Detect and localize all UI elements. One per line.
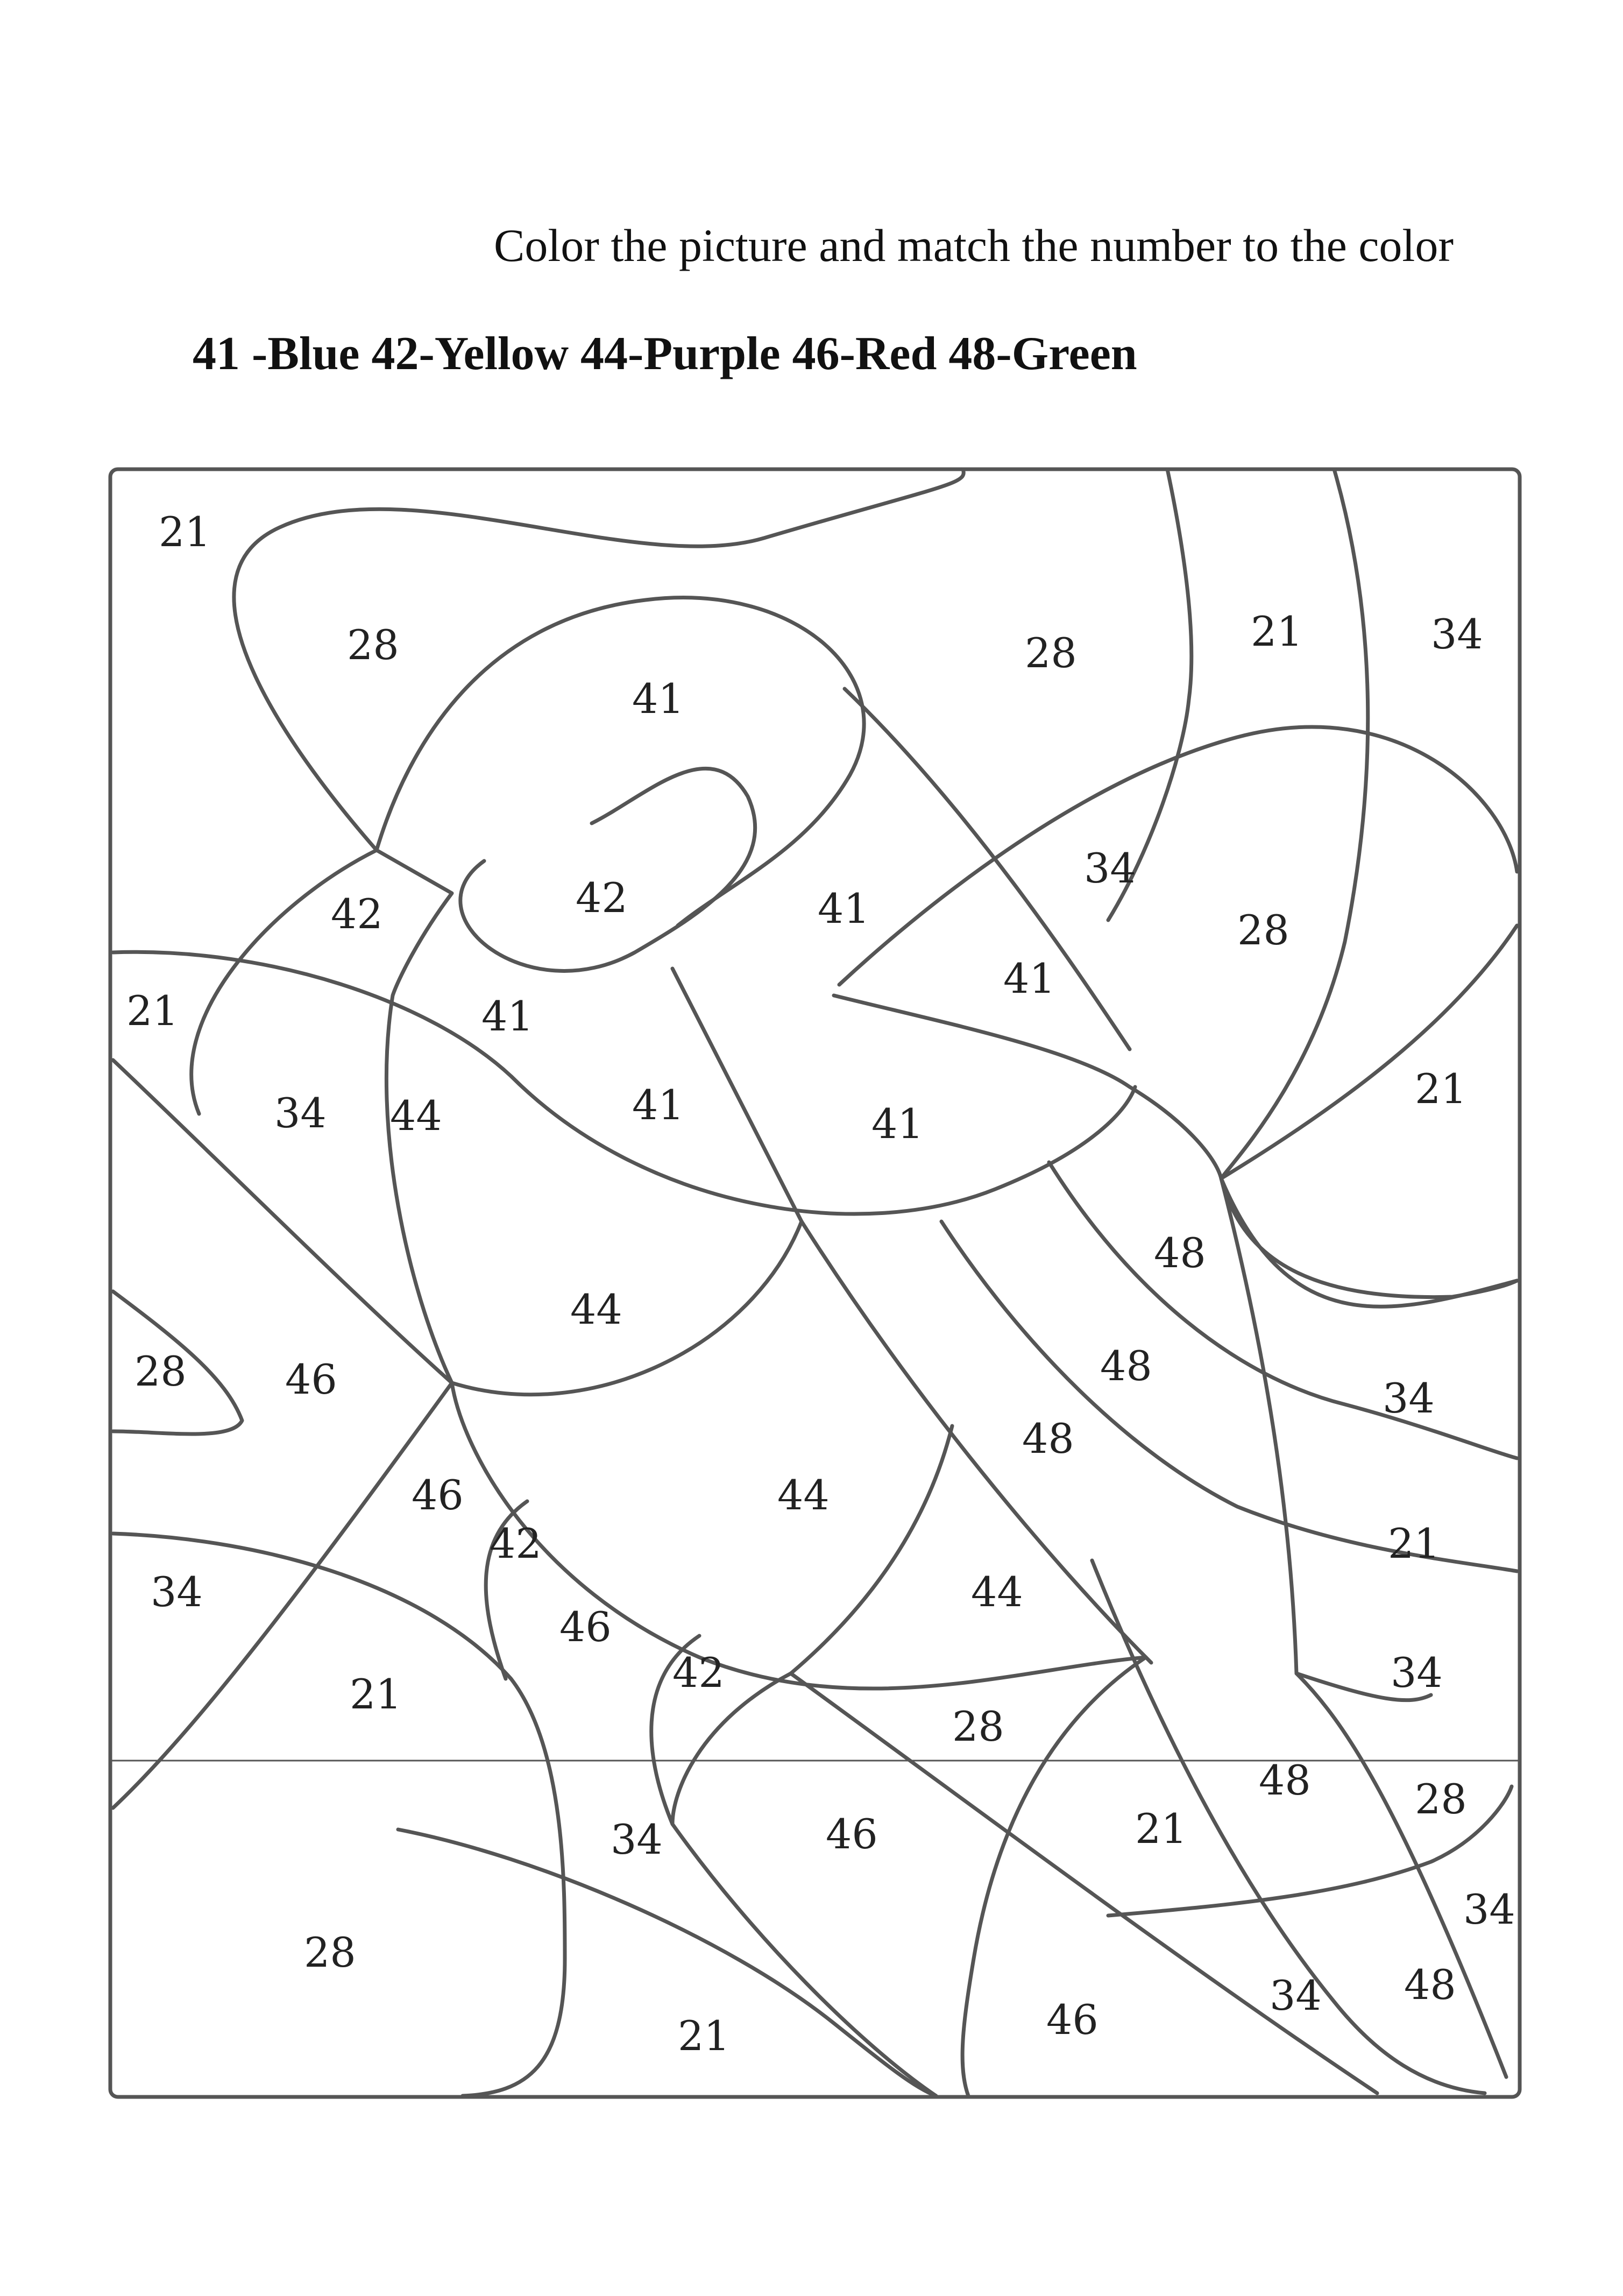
region-label: 46 xyxy=(1046,1996,1098,2044)
region-label: 34 xyxy=(1431,610,1483,658)
instruction-text: Color the picture and match the number to the color xyxy=(494,220,1454,271)
eye-curl xyxy=(460,768,755,971)
region-label: 48 xyxy=(1100,1342,1152,1390)
region-label: 34 xyxy=(1383,1374,1435,1422)
region-label: 41 xyxy=(632,675,684,723)
right-vertical-2 xyxy=(1221,469,1368,1178)
region-label: 46 xyxy=(412,1471,464,1519)
region-label: 48 xyxy=(1404,1961,1456,2009)
region-label: 28 xyxy=(304,1928,356,1976)
region-label: 34 xyxy=(151,1568,203,1616)
wing-top xyxy=(839,727,1517,985)
region-label: 28 xyxy=(347,621,399,669)
region-label: 21 xyxy=(126,987,179,1035)
belly-inner xyxy=(791,1426,952,1673)
region-label: 41 xyxy=(632,1081,684,1129)
region-label: 41 xyxy=(818,885,870,932)
region-label: 21 xyxy=(1135,1805,1187,1853)
top-left-loop xyxy=(234,469,963,850)
region-label: 44 xyxy=(971,1568,1023,1616)
region-label: 28 xyxy=(134,1347,187,1395)
region-label: 34 xyxy=(1270,1972,1322,2019)
region-label: 34 xyxy=(1463,1885,1515,1933)
region-label: 41 xyxy=(481,992,534,1040)
feather-3 xyxy=(1221,1178,1517,1297)
region-label: 21 xyxy=(350,1670,402,1718)
region-label: 42 xyxy=(490,1520,542,1567)
right-curve-2 xyxy=(1221,1178,1517,1306)
right-curve xyxy=(1221,926,1517,1178)
region-label: 34 xyxy=(611,1815,663,1863)
region-label: 28 xyxy=(952,1702,1004,1750)
region-label: 21 xyxy=(1388,1520,1440,1567)
region-label: 42 xyxy=(331,890,383,938)
region-label: 41 xyxy=(871,1100,924,1148)
region-label: 44 xyxy=(570,1285,622,1333)
region-label: 44 xyxy=(390,1092,442,1140)
region-label: 34 xyxy=(274,1089,327,1137)
region-label: 42 xyxy=(672,1649,725,1697)
region-label: 21 xyxy=(1251,607,1303,655)
region-label: 28 xyxy=(1237,906,1289,954)
region-label: 42 xyxy=(576,874,628,922)
region-label: 46 xyxy=(826,1810,878,1858)
lower-left-curve xyxy=(113,1534,565,2096)
tail-right xyxy=(1221,1178,1506,2077)
region-label: 34 xyxy=(1084,844,1136,892)
region-label: 48 xyxy=(1259,1756,1311,1804)
ground-left xyxy=(398,1829,936,2096)
feather-2 xyxy=(1049,1162,1517,1458)
outline-drawing xyxy=(110,469,1520,2097)
wing-diagonal xyxy=(672,969,1151,1663)
color-key: 41 -Blue 42-Yellow 44-Purple 46-Red 48-Green xyxy=(193,328,1137,380)
region-label: 44 xyxy=(777,1471,830,1519)
picture-frame xyxy=(110,469,1520,2097)
region-number-labels xyxy=(126,508,1515,2060)
region-label: 21 xyxy=(678,2012,730,2060)
region-label: 46 xyxy=(285,1355,337,1403)
region-label: 28 xyxy=(1415,1775,1467,1823)
region-label: 46 xyxy=(559,1603,612,1651)
region-label: 41 xyxy=(1003,955,1055,1002)
region-label: 48 xyxy=(1154,1229,1206,1277)
body-curve xyxy=(113,952,1135,1214)
region-label: 21 xyxy=(1415,1065,1467,1113)
region-label: 28 xyxy=(1025,629,1077,677)
region-label: 48 xyxy=(1022,1415,1074,1463)
region-label: 21 xyxy=(159,508,211,556)
region-label: 34 xyxy=(1391,1649,1443,1697)
breast-line xyxy=(834,995,1221,1178)
